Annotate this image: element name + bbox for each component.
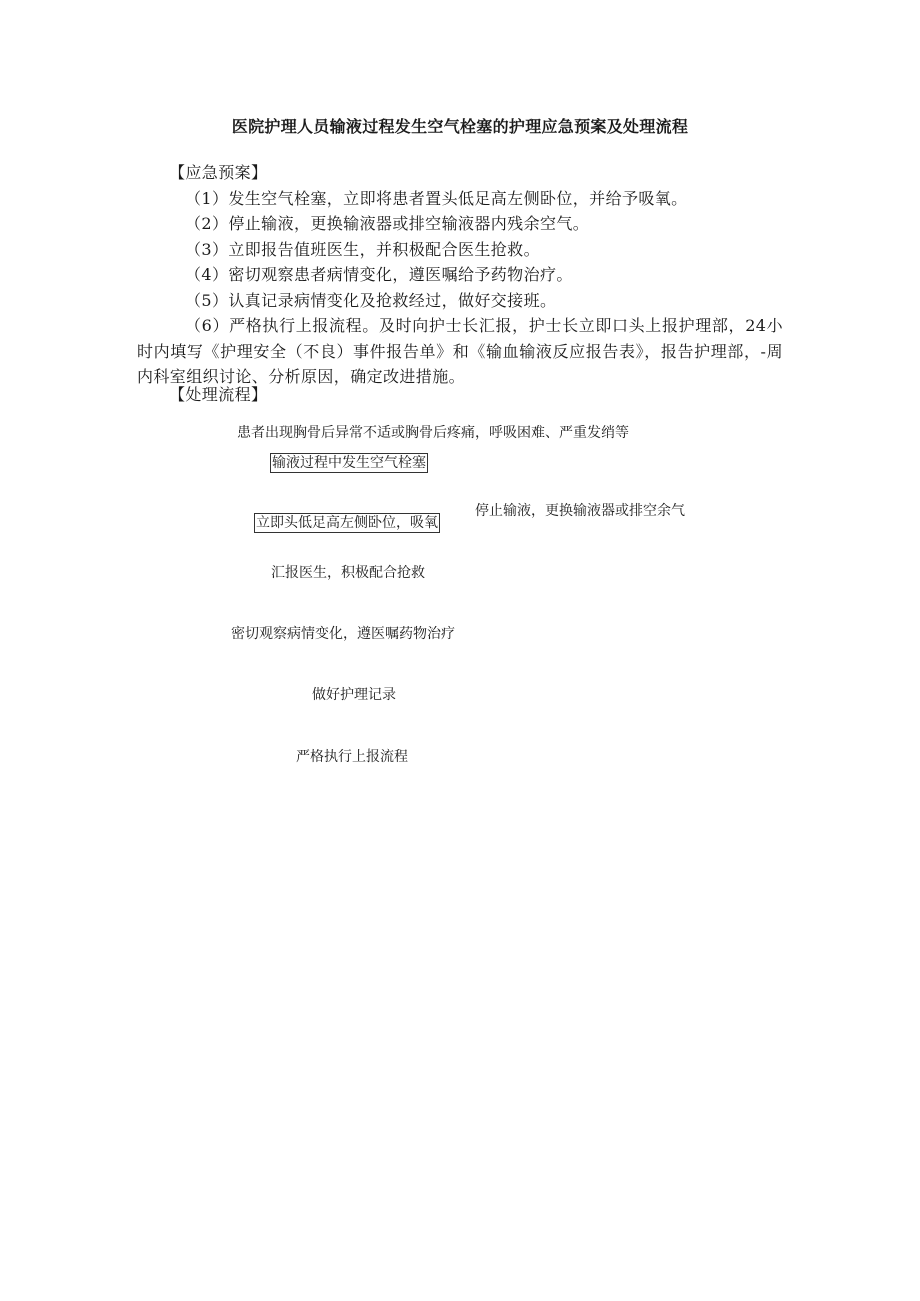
document-title: 医院护理人员输液过程发生空气栓塞的护理应急预案及处理流程: [231, 117, 689, 136]
plan-item-4: （4）密切观察患者病情变化，遵医嘱给予药物治疗。: [185, 265, 573, 284]
plan-item-1: （1）发生空气栓塞，立即将患者置头低足高左侧卧位，并给予吸氧。: [185, 188, 688, 208]
emergency-plan-section: [137, 160, 783, 390]
plan-item-6: （6）严格执行上报流程。及时向护士长汇报，护士长立即口头上报护理部，24小时内填写《护理安全（不良）事件报告单》和《输血输液反应报告表》，报告护理部，-周内科室组织讨论、分析原因，确定改进措施。: [137, 316, 783, 386]
flow-step-position-box: 立即头低足高左侧卧位，吸氧: [256, 515, 438, 531]
flow-step-report-doctor: 汇报医生，积极配合抢救: [271, 565, 425, 581]
emergency-plan-heading: 【应急预案】: [169, 163, 268, 182]
process-flow-heading: 【处理流程】: [169, 385, 268, 404]
flow-step-record: 做好护理记录: [312, 687, 396, 703]
flow-step-event-box: 输液过程中发生空气栓塞: [272, 455, 426, 471]
plan-item-3: （3）立即报告值班医生，并积极配合医生抢救。: [185, 239, 540, 259]
flow-step-observe: 密切观察病情变化，遵医嘱药物治疗: [231, 626, 455, 642]
flow-step-report-process: 严格执行上报流程: [296, 749, 408, 765]
flow-step-stop-infusion: 停止输液，更换输液器或排空余气: [475, 503, 685, 519]
flow-step-symptoms: 患者出现胸骨后异常不适或胸骨后疼痛，呼吸困难、严重发绡等: [237, 425, 629, 441]
plan-item-2: （2）停止输液，更换输液器或排空输液器内残余空气。: [185, 214, 590, 233]
plan-item-5: （5）认真记录病情变化及抢救经过，做好交接班。: [185, 290, 557, 310]
